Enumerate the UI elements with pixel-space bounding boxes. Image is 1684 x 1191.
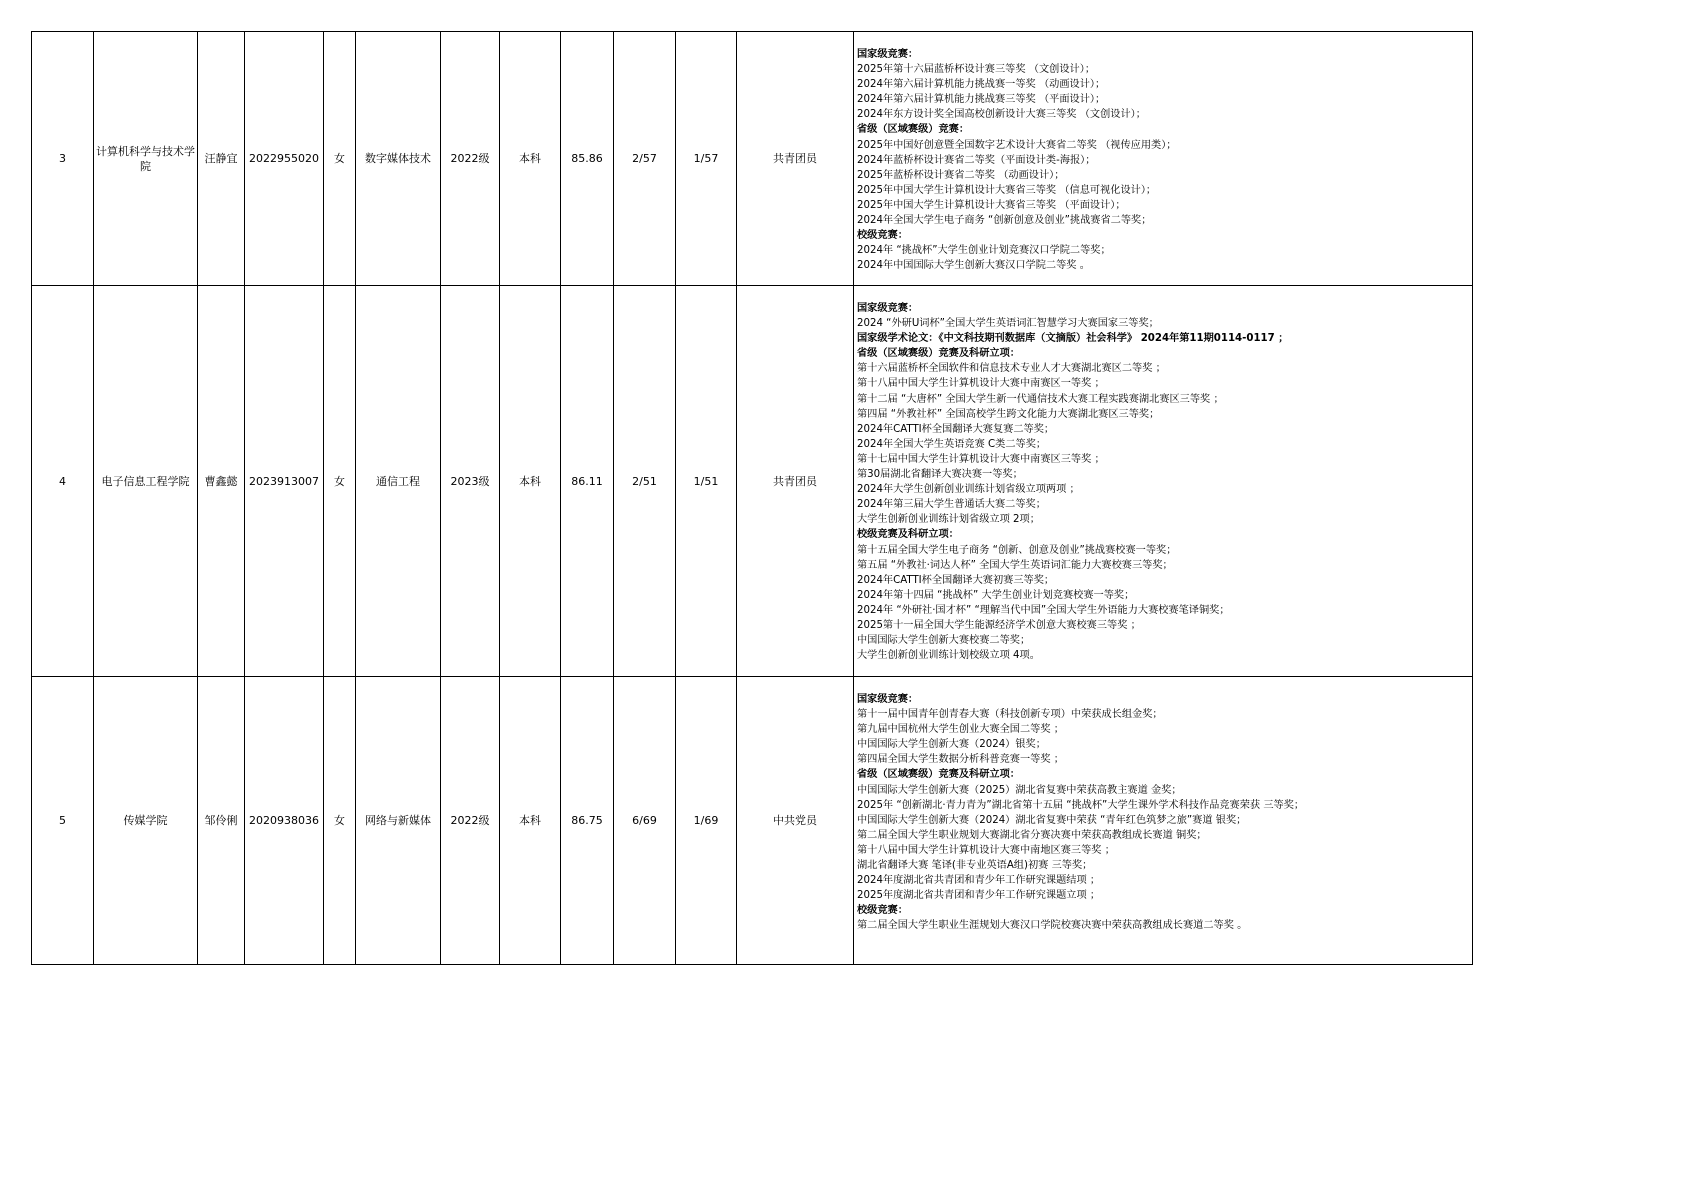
rank-cell-secondary: 1/51	[676, 286, 737, 677]
level-cell: 本科	[500, 677, 561, 965]
rank-cell-secondary: 1/69	[676, 677, 737, 965]
table-row	[32, 32, 1473, 286]
award-entry: 2025第十一届全国大学生能源经济学术创意大赛校赛三等奖 ；	[857, 619, 1141, 631]
award-entry: 第十六届蓝桥杯全国软件和信息技术专业人才大赛湖北赛区二等奖 ；	[857, 363, 1166, 375]
major-cell: 数字媒体技术	[356, 32, 441, 286]
award-entry: 2024年度湖北省共青团和青少年工作研究课题结项 ；	[857, 875, 1101, 887]
table-row	[32, 677, 1473, 965]
awards-cell	[854, 286, 1473, 677]
award-section-heading: 校级竞赛：	[857, 905, 908, 917]
award-entry: 第十一届中国青年创青春大赛（科技创新专项）中荣获成长组金奖；	[857, 709, 1163, 721]
award-entry: 2024年CATTI杯全国翻译大赛复赛二等奖；	[857, 423, 1055, 435]
award-section-heading: 校级竞赛及科研立项：	[857, 529, 959, 541]
award-entry: 2024年蓝桥杯设计赛省二等奖（平面设计类-海报）；	[857, 154, 1096, 166]
rank-cell: 2/51	[614, 286, 676, 677]
award-entry: 2024年第六届计算机能力挑战赛一等奖 （动画设计）；	[857, 79, 1106, 91]
table-row	[32, 286, 1473, 677]
rank-cell: 2/57	[614, 32, 676, 286]
award-entry: 中国国际大学生创新大赛校赛二等奖；	[857, 635, 1031, 647]
row-number: 3	[32, 32, 94, 286]
award-entry: 第十八届中国大学生计算机设计大赛中南地区赛三等奖 ；	[857, 844, 1115, 856]
row-number: 4	[32, 286, 94, 677]
award-entry: 2024年第三届大学生普通话大赛二等奖；	[857, 499, 1046, 511]
award-entry: 湖北省翻译大赛 笔译(非专业英语A组)初赛 三等奖；	[857, 860, 1093, 872]
college-cell: 电子信息工程学院	[94, 286, 198, 677]
grade-cell: 2023级	[441, 286, 500, 677]
award-entry: 2025年中国好创意暨全国数字艺术设计大赛省二等奖 （视传应用类）；	[857, 139, 1177, 151]
award-section-heading: 国家级学术论文：《中文科技期刊数据库（文摘版）社会科学》 2024年第11期0114-0117 ；	[857, 333, 1289, 345]
award-entry: 第十七届中国大学生计算机设计大赛中南赛区三等奖 ；	[857, 453, 1105, 465]
award-entry: 2024年全国大学生英语竞赛 C类二等奖；	[857, 438, 1047, 450]
award-entry: 2024年CATTI杯全国翻译大赛初赛三等奖；	[857, 574, 1055, 586]
name-cell: 曹鑫懿	[198, 286, 245, 677]
political-status-cell: 共青团员	[737, 286, 854, 677]
score-cell: 86.11	[561, 286, 614, 677]
award-entry: 2024年第六届计算机能力挑战赛三等奖 （平面设计）；	[857, 94, 1106, 106]
student-id-cell: 2020938036	[245, 677, 324, 965]
award-entry: 第十五届全国大学生电子商务 “创新、创意及创业”挑战赛校赛一等奖；	[857, 544, 1177, 556]
college-cell: 传媒学院	[94, 677, 198, 965]
award-entry: 第五届 “外教社·词达人杯” 全国大学生英语词汇能力大赛校赛三等奖；	[857, 559, 1173, 571]
award-entry: 第四届 “外教社杯” 全国高校学生跨文化能力大赛湖北赛区三等奖；	[857, 408, 1160, 420]
award-section-heading: 国家级竞赛：	[857, 303, 919, 314]
award-entry: 2025年中国大学生计算机设计大赛省三等奖 （信息可视化设计）；	[857, 184, 1157, 196]
award-entry: 第二届全国大学生职业生涯规划大赛汉口学院校赛决赛中荣获高教组成长赛道二等奖 。	[857, 920, 1248, 932]
name-cell: 汪静宜	[198, 32, 245, 286]
award-entry: 2025年度湖北省共青团和青少年工作研究课题立项 ；	[857, 890, 1101, 902]
grade-cell: 2022级	[441, 677, 500, 965]
award-section-heading: 省级（区域赛级）竞赛及科研立项：	[857, 769, 1020, 781]
level-cell: 本科	[500, 286, 561, 677]
award-entry: 第二届全国大学生职业规划大赛湖北省分赛决赛中荣获高教组成长赛道 铜奖；	[857, 829, 1207, 841]
college-cell: 计算机科学与技术学院	[94, 32, 198, 286]
award-entry: 2024年全国大学生电子商务 “创新创意及创业”挑战赛省二等奖；	[857, 215, 1152, 227]
rank-cell: 6/69	[614, 677, 676, 965]
student-id-cell: 2023913007	[245, 286, 324, 677]
political-status-cell: 中共党员	[737, 677, 854, 965]
award-entry: 第九届中国杭州大学生创业大赛全国二等奖 ；	[857, 724, 1064, 736]
gender-cell: 女	[324, 32, 356, 286]
award-entry: 大学生创新创业训练计划省级立项 2项；	[857, 514, 1040, 526]
row-number: 5	[32, 677, 94, 965]
award-entry: 2024年 “外研社·国才杯” “理解当代中国”全国大学生外语能力大赛校赛笔译铜奖；	[857, 604, 1230, 616]
grade-cell: 2022级	[441, 32, 500, 286]
award-entry: 中国国际大学生创新大赛（2024）湖北省复赛中荣获 “青年红色筑梦之旅”赛道 银奖；	[857, 814, 1247, 826]
award-entry: 2024年大学生创新创业训练计划省级立项两项 ；	[857, 484, 1080, 496]
award-entry: 第十二届 “大唐杯” 全国大学生新一代通信技术大赛工程实践赛湖北赛区三等奖 ；	[857, 393, 1224, 405]
score-cell: 85.86	[561, 32, 614, 286]
award-section-heading: 省级（区域赛级）竞赛及科研立项：	[857, 348, 1020, 360]
rank-cell-secondary: 1/57	[676, 32, 737, 286]
award-entry: 中国国际大学生创新大赛（2024）银奖；	[857, 739, 1046, 751]
name-cell: 邹伶俐	[198, 677, 245, 965]
major-cell: 通信工程	[356, 286, 441, 677]
score-cell: 86.75	[561, 677, 614, 965]
award-entry: 中国国际大学生创新大赛（2025）湖北省复赛中荣获高教主赛道 金奖；	[857, 784, 1182, 796]
award-entry: 2025年蓝桥杯设计赛省二等奖 （动画设计）；	[857, 169, 1065, 181]
gender-cell: 女	[324, 286, 356, 677]
award-section-heading: 国家级竞赛：	[857, 694, 919, 705]
political-status-cell: 共青团员	[737, 32, 854, 286]
table-body	[32, 32, 1473, 965]
award-entry: 第十八届中国大学生计算机设计大赛中南赛区一等奖 ；	[857, 378, 1105, 390]
gender-cell: 女	[324, 677, 356, 965]
award-section-heading: 省级（区域赛级）竞赛：	[857, 124, 970, 136]
award-entry: 2024年 “挑战杯”大学生创业计划竞赛汉口学院二等奖；	[857, 245, 1111, 257]
award-entry: 大学生创新创业训练计划校级立项 4项。	[857, 650, 1040, 662]
award-entry: 2024 “外研U词杯”全国大学生英语词汇智慧学习大赛国家三等奖；	[857, 318, 1159, 330]
award-entry: 2025年中国大学生计算机设计大赛省三等奖 （平面设计）；	[857, 199, 1126, 211]
student-id-cell: 2022955020	[245, 32, 324, 286]
award-entry: 第30届湖北省翻译大赛决赛一等奖；	[857, 469, 1023, 481]
award-section-heading: 国家级竞赛：	[857, 49, 919, 60]
award-entry: 2025年第十六届蓝桥杯设计赛三等奖 （文创设计）；	[857, 64, 1095, 76]
major-cell: 网络与新媒体	[356, 677, 441, 965]
level-cell: 本科	[500, 32, 561, 286]
awards-cell	[854, 32, 1473, 286]
award-entry: 2024年东方设计奖全国高校创新设计大赛三等奖 （文创设计）；	[857, 109, 1146, 121]
award-entry: 第四届全国大学生数据分析科普竞赛一等奖 ；	[857, 754, 1064, 766]
award-entry: 2024年第十四届 “挑战杯” 大学生创业计划竞赛校赛一等奖；	[857, 589, 1135, 601]
award-entry: 2024年中国国际大学生创新大赛汉口学院二等奖 。	[857, 260, 1090, 272]
award-entry: 2025年 “创新湖北·青力青为”湖北省第十五届 “挑战杯”大学生课外学术科技作品竞赛荣获 三等奖；	[857, 799, 1305, 811]
awards-cell	[854, 677, 1473, 965]
award-section-heading: 校级竞赛：	[857, 230, 908, 242]
student-award-table	[31, 31, 1473, 965]
